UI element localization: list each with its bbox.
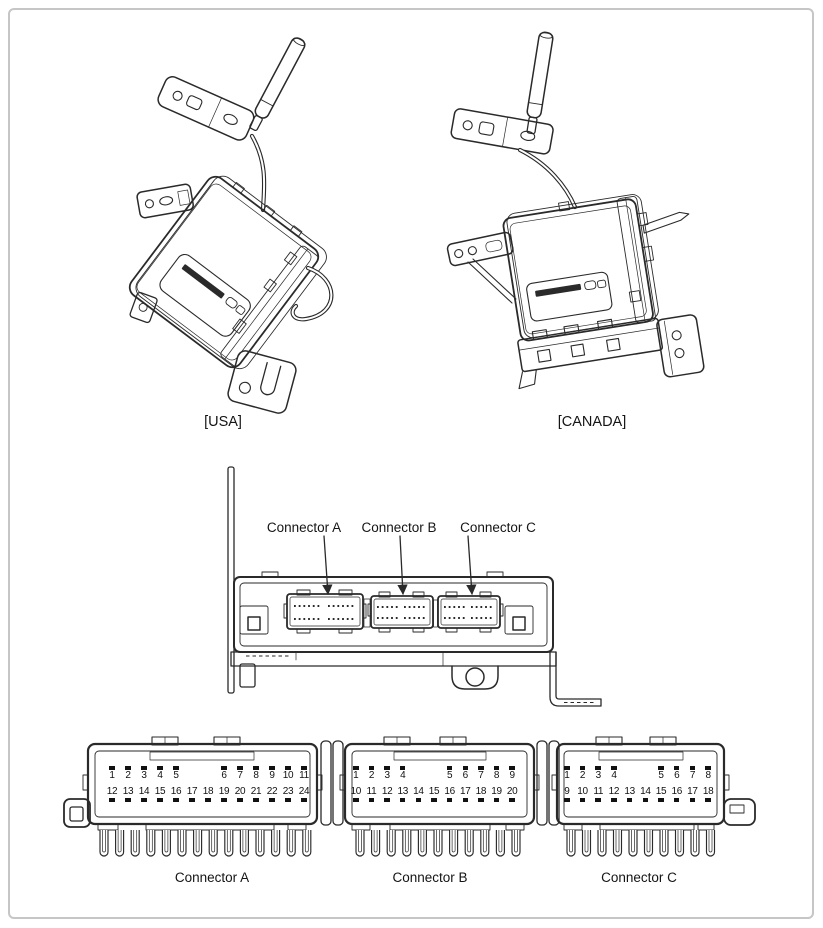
canada-strut — [468, 262, 512, 303]
pin-cell — [411, 766, 427, 783]
pin-cell — [168, 766, 184, 783]
pin-number: 10 — [350, 786, 362, 797]
usa-antenna-bracket — [156, 74, 257, 142]
usa-tab-left — [129, 292, 158, 324]
pin-number: 6 — [674, 770, 680, 781]
rear-socket-b — [368, 592, 433, 632]
pin-cell — [200, 787, 216, 804]
connector-b-top-pin-row — [348, 766, 520, 783]
pin-number: 24 — [298, 786, 310, 797]
usa-side-cable-loop — [293, 268, 332, 319]
pin-cell — [395, 766, 411, 783]
pin-marker — [658, 798, 664, 802]
pin-marker — [580, 798, 586, 802]
pin-cell — [622, 787, 638, 804]
pin-number: 14 — [138, 786, 150, 797]
connector-c-top-pin-row — [559, 766, 716, 783]
pin-cell — [606, 787, 622, 804]
pin-number: 1 — [564, 770, 570, 781]
pin-number: 7 — [237, 770, 243, 781]
pin-cell — [379, 787, 395, 804]
pin-number: 3 — [384, 770, 390, 781]
rear-connector-b-label: Connector B — [361, 520, 437, 535]
usa-module-body — [126, 168, 332, 375]
usa-module-label-patch — [157, 251, 254, 339]
connector-c-teeth — [567, 830, 715, 856]
pin-cell — [489, 766, 505, 783]
pin-marker — [494, 798, 500, 802]
pin-number: 9 — [269, 770, 275, 781]
pin-marker — [447, 798, 453, 802]
connector-b-teeth — [356, 830, 520, 856]
pin-number: 17 — [186, 786, 198, 797]
pin-number: 5 — [173, 770, 179, 781]
pin-marker — [269, 798, 275, 802]
pinout-c-label: Connector C — [601, 870, 677, 885]
pin-number: 1 — [109, 770, 115, 781]
pin-cell — [653, 787, 669, 804]
pin-cell — [442, 787, 458, 804]
pin-marker — [595, 798, 601, 802]
pin-number: 14 — [640, 786, 651, 797]
pin-number: 20 — [506, 786, 518, 797]
pin-cell — [364, 787, 380, 804]
pin-cell — [248, 787, 264, 804]
pin-number: 15 — [154, 786, 166, 797]
pin-marker — [416, 798, 422, 802]
pin-cell — [152, 766, 168, 783]
connector-a-bottom-pin-row — [104, 787, 312, 804]
pin-cell — [473, 787, 489, 804]
pin-number: 13 — [397, 786, 408, 797]
pin-marker — [253, 798, 259, 802]
pin-marker — [431, 798, 437, 802]
rear-left-tab — [240, 664, 255, 687]
pin-cell — [104, 787, 120, 804]
pin-number: 5 — [447, 770, 453, 781]
pin-marker — [221, 798, 227, 802]
rear-foot-bracket — [550, 652, 601, 706]
pin-number: 5 — [658, 770, 664, 781]
pin-cell — [232, 766, 248, 783]
pin-number: 12 — [106, 786, 118, 797]
pin-cell — [395, 787, 411, 804]
pin-cell — [426, 787, 442, 804]
pin-cell — [653, 766, 669, 783]
pin-number: 15 — [655, 786, 667, 797]
pin-cell — [637, 766, 653, 783]
pin-cell — [168, 787, 184, 804]
connector-b-arrow — [400, 536, 403, 594]
pin-number: 18 — [475, 786, 487, 797]
pin-number: 9 — [564, 786, 570, 797]
pin-cell — [685, 787, 701, 804]
pin-marker — [125, 798, 131, 802]
pinout-a-label: Connector A — [174, 870, 250, 885]
connector-a-housing — [83, 737, 322, 830]
pin-number: 20 — [234, 786, 246, 797]
pin-cell — [264, 766, 280, 783]
pin-number: 7 — [689, 770, 696, 781]
pin-number: 11 — [299, 770, 309, 781]
pin-number: 9 — [509, 770, 515, 781]
connector-a-teeth — [100, 830, 311, 856]
pin-number: 12 — [381, 786, 393, 797]
pin-marker — [301, 798, 307, 802]
rear-connector-a-label: Connector A — [266, 520, 342, 535]
pin-marker — [463, 798, 469, 802]
pin-cell — [669, 766, 685, 783]
rear-view-illustration — [228, 467, 601, 706]
canada-antenna-rod — [524, 31, 554, 134]
pin-number: 23 — [282, 786, 294, 797]
connector-c-bottom-pin-row — [559, 787, 716, 804]
pinout-b-label: Connector B — [392, 870, 468, 885]
pin-cell — [473, 766, 489, 783]
pin-number: 16 — [444, 786, 455, 797]
canada-module-body — [491, 183, 713, 400]
pin-cell — [426, 766, 442, 783]
pin-number: 13 — [624, 786, 635, 797]
connector-b-bottom-pin-row — [348, 787, 520, 804]
canada-antenna-bracket — [450, 108, 554, 155]
pin-number: 19 — [218, 786, 230, 797]
connector-a-top-pin-row — [104, 766, 312, 783]
pin-cell — [575, 766, 591, 783]
rear-base-plate — [231, 652, 556, 666]
pin-cell — [590, 787, 606, 804]
pin-marker — [627, 798, 633, 802]
pin-cell — [104, 766, 120, 783]
usa-bracket-top-left — [136, 183, 194, 218]
pin-number: 17 — [687, 786, 698, 797]
canada-side-fin — [642, 211, 691, 233]
pin-cell — [575, 787, 591, 804]
pin-marker — [285, 798, 291, 802]
pin-cell — [622, 766, 638, 783]
pin-marker — [564, 798, 570, 802]
pin-cell — [700, 787, 716, 804]
pin-marker — [384, 798, 390, 802]
usa-bracket-bottom — [226, 349, 297, 415]
strip-left-tab — [64, 799, 90, 827]
pin-number: 2 — [125, 770, 131, 781]
pin-number: 15 — [428, 786, 440, 797]
pin-cell — [442, 766, 458, 783]
pin-marker — [205, 798, 211, 802]
pin-number: 21 — [250, 786, 262, 797]
pin-number: 11 — [593, 786, 604, 797]
pin-marker — [237, 798, 243, 802]
pin-marker — [173, 798, 179, 802]
pin-cell — [457, 766, 473, 783]
connector-c-arrow — [468, 536, 472, 594]
pin-cell — [280, 766, 296, 783]
pin-cell — [120, 787, 136, 804]
canada-caption: [CANADA] — [557, 414, 627, 430]
connector-a-arrow — [324, 536, 328, 594]
pin-marker — [189, 798, 195, 802]
pin-cell — [232, 787, 248, 804]
pin-cell — [136, 787, 152, 804]
pin-cell — [504, 787, 520, 804]
pin-number: 2 — [368, 770, 375, 781]
canada-module-illustration — [447, 31, 714, 400]
pin-number: 8 — [705, 770, 711, 781]
pin-cell — [200, 766, 216, 783]
pin-cell — [364, 766, 380, 783]
canada-module-label-patch — [526, 271, 613, 321]
pin-cell — [152, 787, 168, 804]
pin-marker — [109, 798, 115, 802]
pin-cell — [685, 766, 701, 783]
pin-marker — [674, 798, 680, 802]
pin-number: 6 — [221, 770, 227, 781]
pin-cell — [216, 766, 232, 783]
pin-marker — [478, 798, 484, 802]
pin-cell — [637, 787, 653, 804]
rear-mount-hole — [466, 668, 484, 686]
pin-marker — [369, 798, 375, 802]
pin-cell — [700, 766, 716, 783]
pin-marker — [509, 798, 515, 802]
usa-module-illustration — [126, 36, 332, 415]
pin-number: 18 — [702, 786, 714, 797]
pin-number: 10 — [282, 770, 294, 781]
pin-cell — [280, 787, 296, 804]
link-b-c — [537, 741, 559, 825]
pin-number: 18 — [202, 786, 214, 797]
connector-c-housing — [552, 737, 729, 830]
rear-socket-c — [438, 592, 503, 632]
pin-marker — [141, 798, 147, 802]
pin-number: 3 — [141, 770, 147, 781]
pin-marker — [157, 798, 163, 802]
pin-number: 12 — [608, 786, 620, 797]
pin-number: 6 — [462, 770, 468, 781]
pin-cell — [504, 766, 520, 783]
pin-cell — [559, 766, 575, 783]
pin-marker — [611, 798, 617, 802]
pin-number: 3 — [595, 770, 601, 781]
pin-cell — [489, 787, 505, 804]
pin-number: 16 — [671, 786, 682, 797]
pin-cell — [411, 787, 427, 804]
pin-cell — [136, 766, 152, 783]
pin-cell — [348, 766, 364, 783]
pin-number: 8 — [253, 770, 259, 781]
pin-number: 8 — [493, 770, 500, 781]
pin-cell — [184, 766, 200, 783]
pin-cell — [590, 766, 606, 783]
pin-cell — [184, 787, 200, 804]
pin-marker — [690, 798, 696, 802]
pin-number: 7 — [478, 770, 484, 781]
canada-bracket-left — [447, 232, 514, 267]
pin-cell — [379, 766, 395, 783]
pin-cell — [264, 787, 280, 804]
pin-cell — [120, 766, 136, 783]
pin-number: 17 — [460, 786, 471, 797]
usa-caption: [USA] — [204, 414, 242, 430]
connector-b-housing — [340, 737, 539, 830]
usa-antenna-rod — [247, 36, 307, 133]
pin-number: 4 — [157, 770, 163, 781]
pin-number: 16 — [170, 786, 182, 797]
pin-number: 2 — [579, 770, 586, 781]
pin-number: 14 — [413, 786, 424, 797]
pin-cell — [296, 787, 312, 804]
pin-cell — [216, 787, 232, 804]
rear-socket-a — [284, 590, 366, 633]
pin-number: 4 — [611, 770, 617, 781]
pin-marker — [400, 798, 406, 802]
pin-number: 10 — [577, 786, 588, 797]
rear-connector-c-label: Connector C — [460, 520, 536, 535]
pin-cell — [348, 787, 364, 804]
canada-bottom-rail — [517, 318, 662, 372]
pin-marker — [643, 798, 649, 802]
pin-cell — [559, 787, 575, 804]
pin-cell — [669, 787, 685, 804]
canada-antenna-cable — [520, 150, 575, 207]
pin-number: 11 — [366, 786, 377, 797]
pin-number: 22 — [266, 786, 278, 797]
pin-number: 13 — [122, 786, 134, 797]
pin-number: 4 — [400, 770, 406, 781]
pin-marker — [705, 798, 711, 802]
pin-marker — [353, 798, 359, 802]
pin-cell — [606, 766, 622, 783]
canada-bracket-bottom-right — [656, 314, 705, 378]
pin-cell — [296, 766, 312, 783]
pin-cell — [248, 766, 264, 783]
pin-cell — [457, 787, 473, 804]
strip-right-tab — [724, 799, 755, 825]
pin-number: 1 — [353, 770, 359, 781]
pin-number: 19 — [491, 786, 502, 797]
